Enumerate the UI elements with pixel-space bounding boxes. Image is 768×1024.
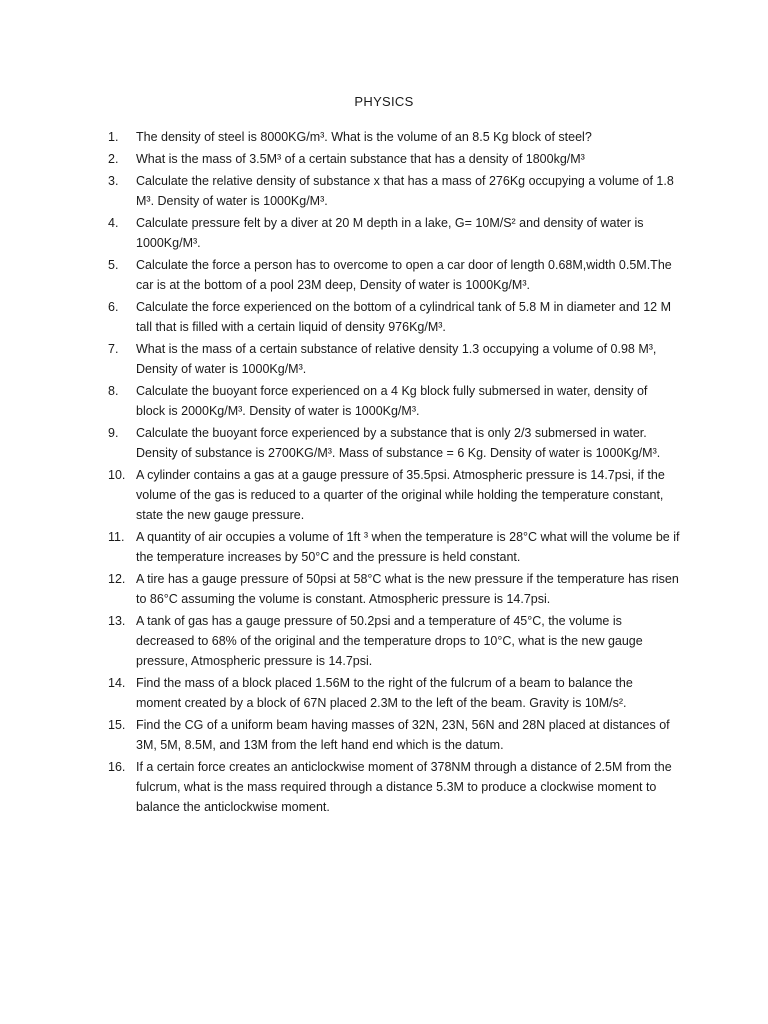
question-item bbox=[108, 149, 680, 169]
question-number: 7. bbox=[108, 342, 119, 356]
question-text: Find the CG of a uniform beam having masses of 32N, 23N, 56N and 28N placed at distances of 3M, 5M, 8.5M, and 13M from the left hand end which is the datum. bbox=[136, 718, 670, 752]
question-item bbox=[108, 611, 680, 671]
question-text: A quantity of air occupies a volume of 1ft ³ when the temperature is 28°C what will the volume be if the temperature increases by 50°C and the pressure is held constant. bbox=[136, 530, 680, 564]
question-item bbox=[108, 339, 680, 379]
question-number: 1. bbox=[108, 130, 119, 144]
question-text: Calculate the buoyant force experienced by a substance that is only 2/3 submersed in water. Density of substance is 2700KG/M³. Mass of substance = 6 Kg. Density of water is 1000Kg/M³. bbox=[136, 426, 661, 460]
question-item bbox=[108, 127, 680, 147]
question-text: Calculate the force a person has to overcome to open a car door of length 0.68M,width 0.5M.The car is at the bottom of a pool 23M deep, Density of water is 1000Kg/M³. bbox=[136, 258, 672, 292]
question-item bbox=[108, 213, 680, 253]
question-text: A tank of gas has a gauge pressure of 50.2psi and a temperature of 45°C, the volume is decreased to 68% of the original and the temperature drops to 10°C, what is the new gauge pressure, Atmospheric pressure is 14.7psi. bbox=[136, 614, 643, 668]
question-number: 15. bbox=[108, 718, 126, 732]
question-number: 12. bbox=[108, 572, 126, 586]
question-number: 5. bbox=[108, 258, 119, 272]
question-text: A tire has a gauge pressure of 50psi at 58°C what is the new pressure if the temperature has risen to 86°C assuming the volume is constant. Atmospheric pressure is 14.7psi. bbox=[136, 572, 679, 606]
question-text: What is the mass of a certain substance of relative density 1.3 occupying a volume of 0.98 M³, Density of water is 1000Kg/M³. bbox=[136, 342, 657, 376]
question-number: 4. bbox=[108, 216, 119, 230]
question-text: The density of steel is 8000KG/m³. What is the volume of an 8.5 Kg block of steel? bbox=[136, 130, 592, 144]
question-text: If a certain force creates an anticlockwise moment of 378NM through a distance of 2.5M from the fulcrum, what is the mass required through a distance 5.3M to produce a clockwise moment to balance the anticlockwise moment. bbox=[136, 760, 672, 814]
question-number: 9. bbox=[108, 426, 119, 440]
question-number: 16. bbox=[108, 760, 126, 774]
question-number: 13. bbox=[108, 614, 126, 628]
question-text: Calculate the buoyant force experienced on a 4 Kg block fully submersed in water, density of block is 2000Kg/M³. Density of water is 1000Kg/M³. bbox=[136, 384, 648, 418]
question-text: What is the mass of 3.5M³ of a certain substance that has a density of 1800kg/M³ bbox=[136, 152, 585, 166]
question-item bbox=[108, 171, 680, 211]
question-list bbox=[108, 127, 680, 819]
question-number: 11. bbox=[108, 530, 125, 544]
question-text: Find the mass of a block placed 1.56M to the right of the fulcrum of a beam to balance the moment created by a block of 67N placed 2.3M to the left of the beam. Gravity is 10M/s². bbox=[136, 676, 633, 710]
question-text: Calculate the relative density of substance x that has a mass of 276Kg occupying a volume of 1.8 M³. Density of water is 1000Kg/M³. bbox=[136, 174, 674, 208]
question-number: 8. bbox=[108, 384, 119, 398]
document-title: PHYSICS bbox=[354, 94, 414, 109]
question-item bbox=[108, 715, 680, 755]
question-number: 6. bbox=[108, 300, 119, 314]
question-number: 14. bbox=[108, 676, 126, 690]
question-item bbox=[108, 423, 680, 463]
question-number: 10. bbox=[108, 468, 126, 482]
question-item bbox=[108, 673, 680, 713]
question-text: A cylinder contains a gas at a gauge pressure of 35.5psi. Atmospheric pressure is 14.7psi, if the volume of the gas is reduced to a quarter of the original while holding the temperature constant, state the new gauge pressure. bbox=[136, 468, 665, 522]
question-number: 3. bbox=[108, 174, 119, 188]
question-text: Calculate the force experienced on the bottom of a cylindrical tank of 5.8 M in diameter and 12 M tall that is filled with a certain liquid of density 976Kg/M³. bbox=[136, 300, 672, 334]
question-item bbox=[108, 757, 680, 817]
question-item bbox=[108, 527, 680, 567]
question-text: Calculate pressure felt by a diver at 20 M depth in a lake, G= 10M/S² and density of water is 1000Kg/M³. bbox=[136, 216, 644, 250]
question-item bbox=[108, 381, 680, 421]
question-item bbox=[108, 255, 680, 295]
question-item bbox=[108, 297, 680, 337]
question-item bbox=[108, 569, 680, 609]
question-number: 2. bbox=[108, 152, 119, 166]
question-item bbox=[108, 465, 680, 525]
